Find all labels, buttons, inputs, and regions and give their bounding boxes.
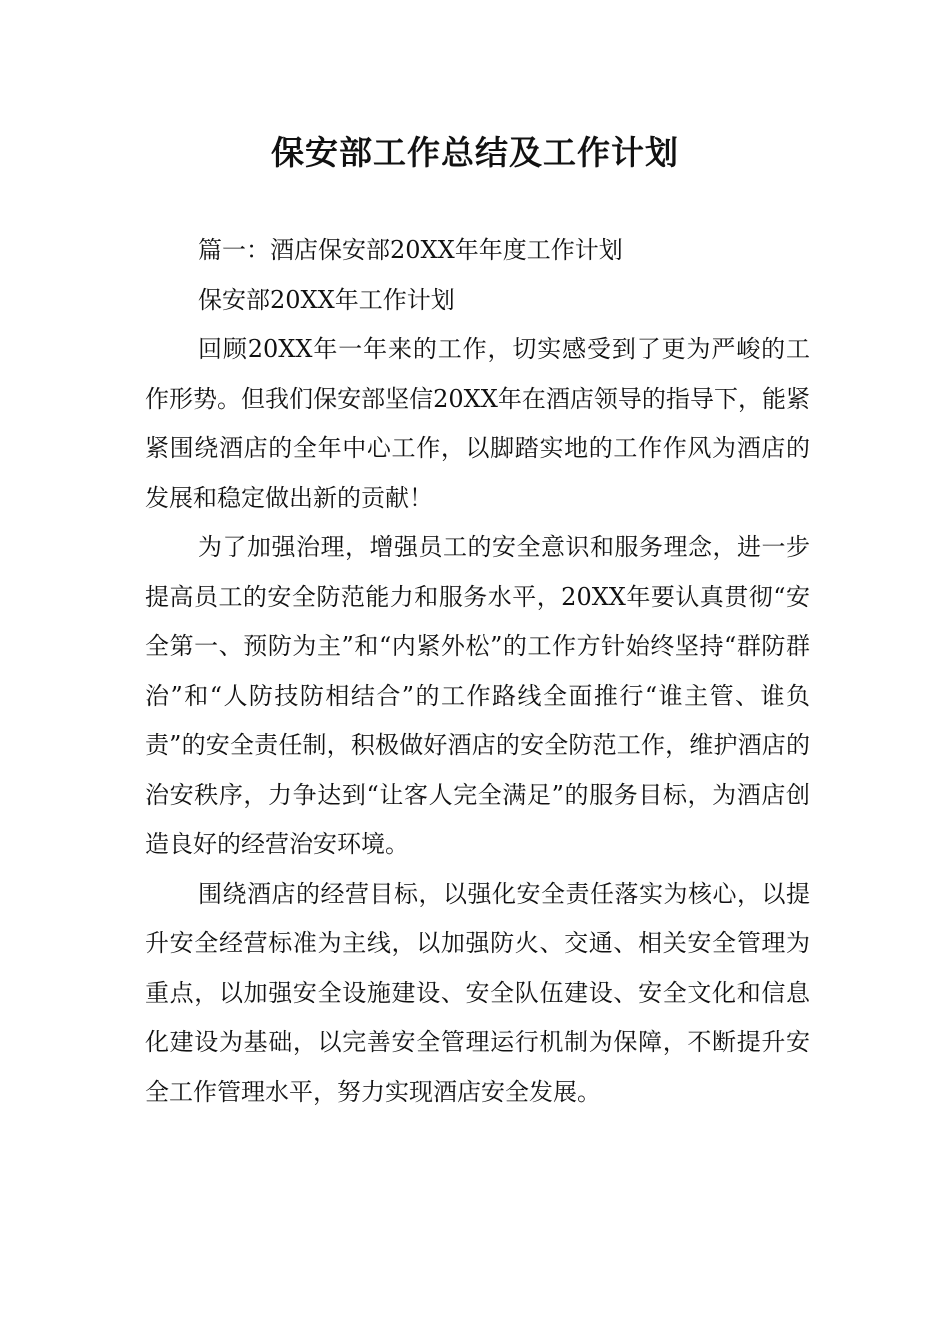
- paragraph-policy: 为了加强治理，增强员工的安全意识和服务理念，进一步提高员工的安全防范能力和服务水平，20XX年要认真贯彻“安全第一、预防为主”和“内紧外松”的工作方针始终坚持“群防群治”和“人防技防相结合”的工作路线全面推行“谁主管、谁负责”的安全责任制，积极做好酒店的安全防范工作，维护酒店的治安秩序，力争达到“让客人完全满足”的服务目标，为酒店创造良好的经营治安环境。: [145, 533, 810, 858]
- document-body: [145, 226, 810, 1117]
- paragraph-review: 回顾20XX年一年来的工作，切实感受到了更为严峻的工作形势。但我们保安部坚信20XX年在酒店领导的指导下，能紧紧围绕酒店的全年中心工作，以脚踏实地的工作作风为酒店的发展和稳定做出新的贡献！: [145, 335, 810, 512]
- plan-subtitle: 保安部20XX年工作计划: [198, 285, 455, 314]
- document-title: 保安部工作总结及工作计划: [271, 133, 679, 172]
- paragraph-goals: 围绕酒店的经营目标，以强化安全责任落实为核心，以提升安全经营标准为主线，以加强防火、交通、相关安全管理为重点，以加强安全设施建设、安全队伍建设、安全文化和信息化建设为基础，以完善安全管理运行机制为保障，不断提升安全工作管理水平，努力实现酒店安全发展。: [145, 879, 810, 1106]
- section-heading: 篇一：酒店保安部20XX年年度工作计划: [198, 236, 623, 264]
